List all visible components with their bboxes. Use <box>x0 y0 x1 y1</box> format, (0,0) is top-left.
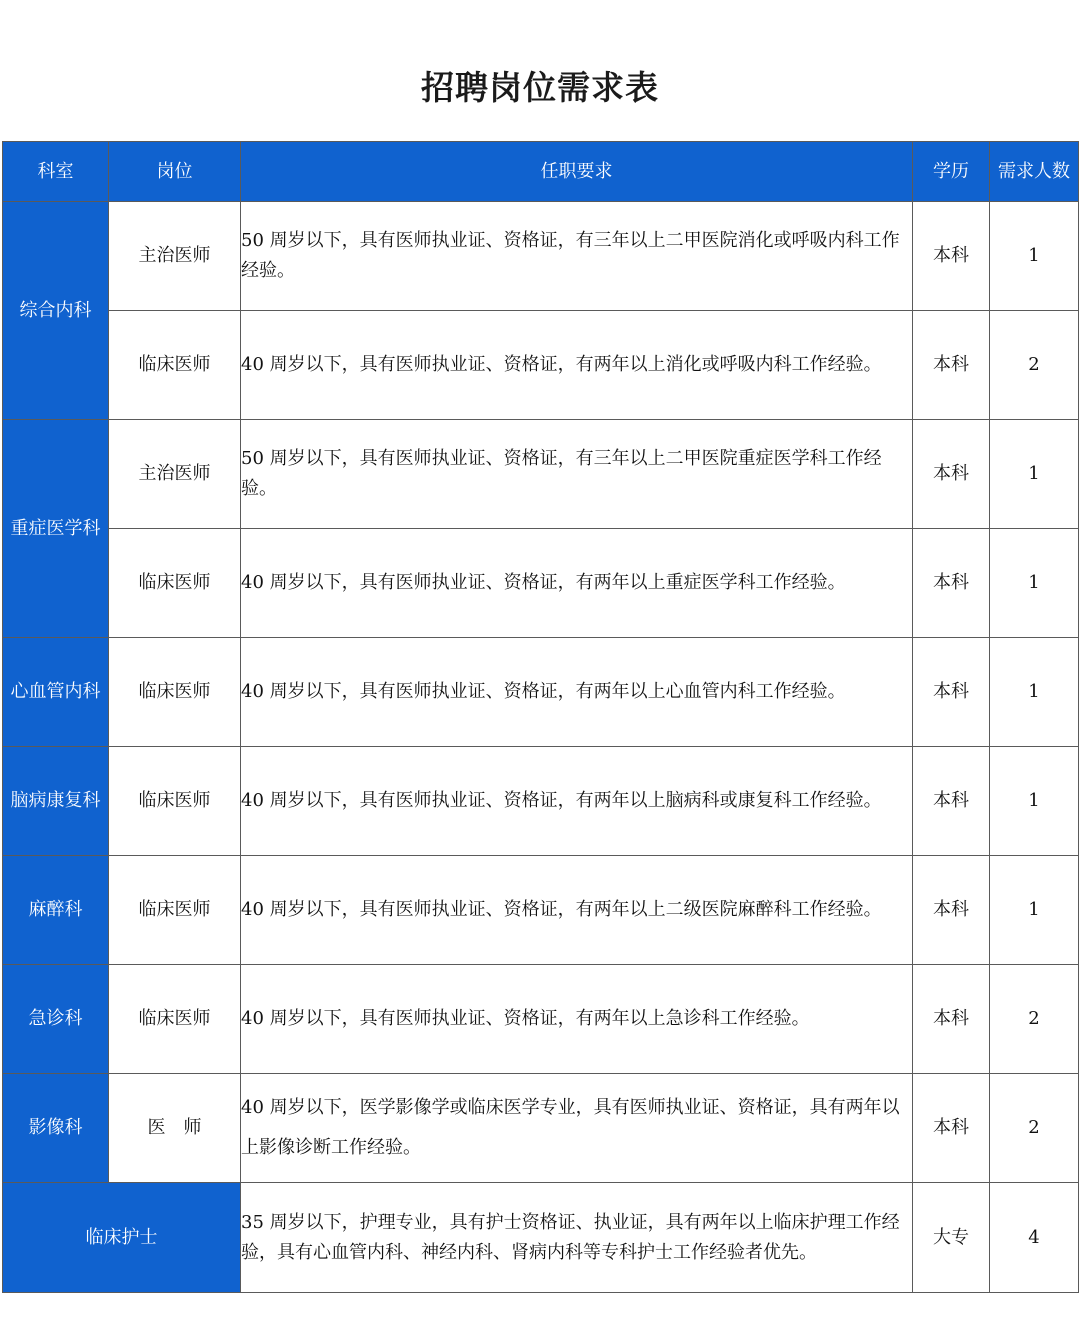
education-cell: 本科 <box>913 311 990 420</box>
table-row <box>3 965 1079 1074</box>
education-cell: 本科 <box>913 202 990 311</box>
requirements-cell: 40 周岁以下，具有医师执业证、资格证，有两年以上心血管内科工作经验。 <box>241 638 913 747</box>
count-cell: 1 <box>990 747 1079 856</box>
count-cell: 1 <box>990 202 1079 311</box>
header-dept: 科室 <box>3 142 109 202</box>
requirements-cell: 50 周岁以下，具有医师执业证、资格证，有三年以上二甲医院重症医学科工作经验。 <box>241 420 913 529</box>
education-cell: 大专 <box>913 1183 990 1293</box>
header-position: 岗位 <box>109 142 241 202</box>
position-cell: 主治医师 <box>109 420 241 529</box>
dept-cell: 脑病康复科 <box>3 747 109 856</box>
dept-cell: 综合内科 <box>3 202 109 420</box>
recruitment-table <box>2 141 1079 1293</box>
table-row <box>3 638 1079 747</box>
table-row <box>3 1183 1079 1293</box>
dept-cell: 心血管内科 <box>3 638 109 747</box>
requirements-cell: 40 周岁以下，具有医师执业证、资格证，有两年以上二级医院麻醉科工作经验。 <box>241 856 913 965</box>
education-cell: 本科 <box>913 420 990 529</box>
education-cell: 本科 <box>913 529 990 638</box>
education-cell: 本科 <box>913 856 990 965</box>
count-cell: 1 <box>990 420 1079 529</box>
position-cell: 主治医师 <box>109 202 241 311</box>
requirements-cell: 40 周岁以下，具有医师执业证、资格证，有两年以上重症医学科工作经验。 <box>241 529 913 638</box>
education-cell: 本科 <box>913 638 990 747</box>
header-requirements: 任职要求 <box>241 142 913 202</box>
position-cell: 临床医师 <box>109 747 241 856</box>
requirements-cell: 35 周岁以下，护理专业，具有护士资格证、执业证，具有两年以上临床护理工作经验，具有心血管内科、神经内科、肾病内科等专科护士工作经验者优先。 <box>241 1183 913 1293</box>
count-cell: 1 <box>990 638 1079 747</box>
requirements-cell: 50 周岁以下，具有医师执业证、资格证，有三年以上二甲医院消化或呼吸内科工作经验。 <box>241 202 913 311</box>
table-header-row <box>3 142 1079 202</box>
table-row <box>3 202 1079 311</box>
position-cell: 临床医师 <box>109 529 241 638</box>
education-cell: 本科 <box>913 747 990 856</box>
table-row <box>3 747 1079 856</box>
table-row <box>3 311 1079 420</box>
table-row <box>3 1074 1079 1183</box>
requirements-cell: 40 周岁以下，具有医师执业证、资格证，有两年以上消化或呼吸内科工作经验。 <box>241 311 913 420</box>
count-cell: 4 <box>990 1183 1079 1293</box>
header-count: 需求人数 <box>990 142 1079 202</box>
position-cell: 临床医师 <box>109 638 241 747</box>
page-title: 招聘岗位需求表 <box>421 68 659 107</box>
position-cell: 临床医师 <box>109 311 241 420</box>
position-cell: 临床医师 <box>109 965 241 1074</box>
requirements-cell: 40 周岁以下，医学影像学或临床医学专业，具有医师执业证、资格证，具有两年以上影像诊断工作经验。 <box>241 1074 913 1183</box>
header-education: 学历 <box>913 142 990 202</box>
education-cell: 本科 <box>913 1074 990 1183</box>
dept-cell: 临床护士 <box>3 1183 241 1293</box>
position-cell: 医 师 <box>109 1074 241 1183</box>
dept-cell: 急诊科 <box>3 965 109 1074</box>
dept-cell: 影像科 <box>3 1074 109 1183</box>
count-cell: 2 <box>990 1074 1079 1183</box>
count-cell: 1 <box>990 529 1079 638</box>
position-cell: 临床医师 <box>109 856 241 965</box>
requirements-cell: 40 周岁以下，具有医师执业证、资格证，有两年以上急诊科工作经验。 <box>241 965 913 1074</box>
table-row <box>3 856 1079 965</box>
count-cell: 2 <box>990 965 1079 1074</box>
count-cell: 1 <box>990 856 1079 965</box>
dept-cell: 麻醉科 <box>3 856 109 965</box>
requirements-cell: 40 周岁以下，具有医师执业证、资格证，有两年以上脑病科或康复科工作经验。 <box>241 747 913 856</box>
education-cell: 本科 <box>913 965 990 1074</box>
table-row <box>3 529 1079 638</box>
count-cell: 2 <box>990 311 1079 420</box>
table-row <box>3 420 1079 529</box>
dept-cell: 重症医学科 <box>3 420 109 638</box>
